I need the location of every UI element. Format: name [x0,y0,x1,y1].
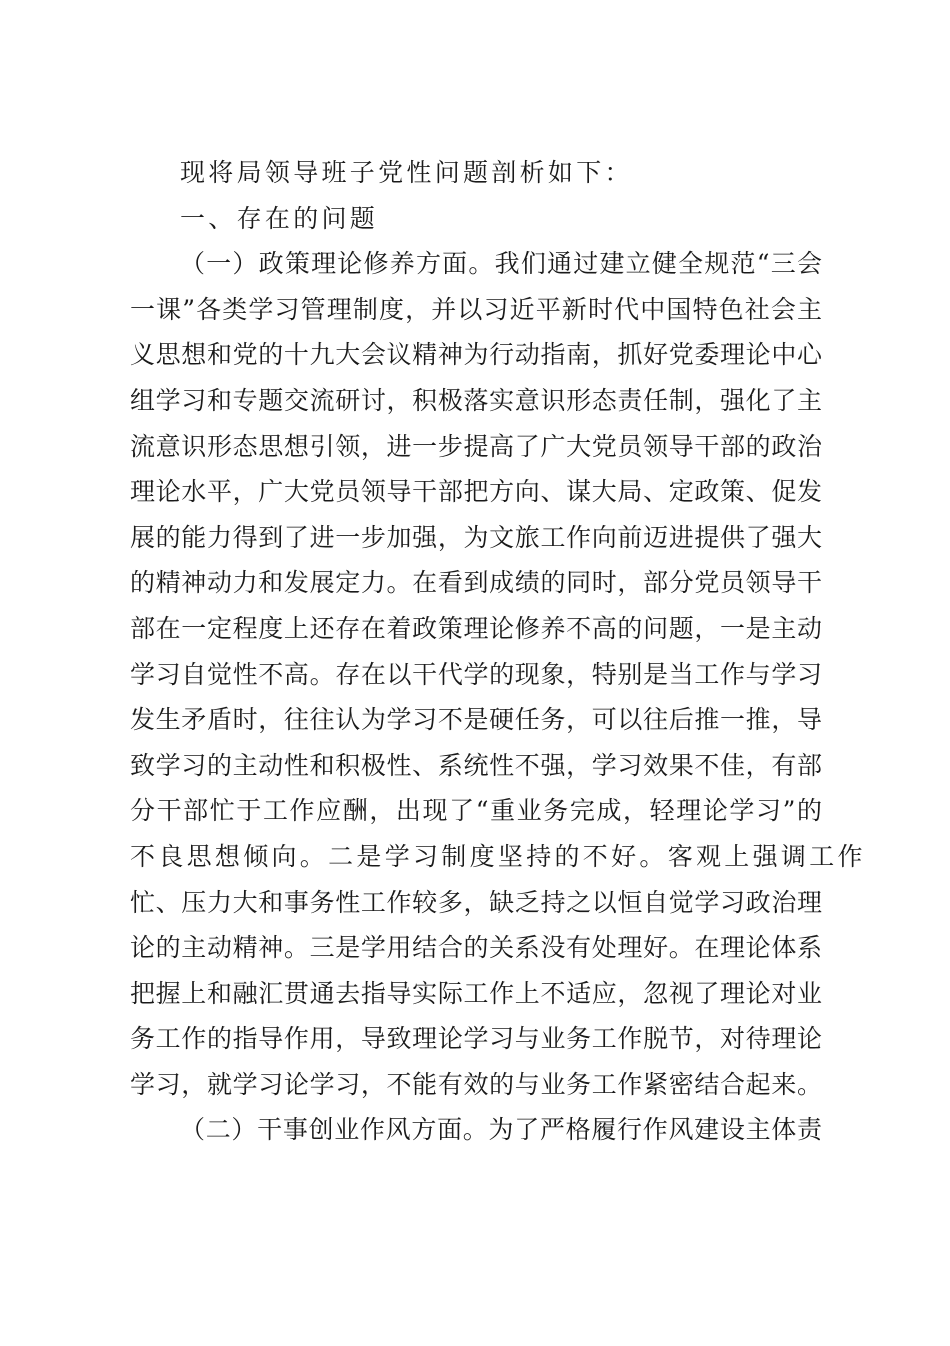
paragraph-line: 致学习的主动性和积极性、系统性不强，学习效果不佳，有部 [130,750,822,780]
section-heading-problems: 一、存在的问题 [180,203,379,233]
paragraph-line: 分干部忙于工作应酬，出现了“重业务完成，轻理论学习”的 [130,796,822,826]
intro-line: 现将局领导班子党性问题剖析如下： [180,158,633,187]
paragraph-line: 把握上和融汇贯通去指导实际工作上不适应，忽视了理论对业 [130,978,822,1008]
paragraph-line: 论的主动精神。三是学用结合的关系没有处理好。在理论体系 [130,933,822,963]
paragraph-line: 展的能力得到了进一步加强，为文旅工作向前迈进提供了强大 [130,522,822,552]
paragraph-line: 流意识形态思想引领，进一步提高了广大党员领导干部的政治 [130,431,822,461]
paragraph-line: 部在一定程度上还存在着政策理论修养不高的问题，一是主动 [130,613,822,643]
paragraph-line: 务工作的指导作用，导致理论学习与业务工作脱节，对待理论 [130,1024,822,1054]
paragraph-line: 学习自觉性不高。存在以干代学的现象，特别是当工作与学习 [130,659,822,689]
paragraph-line: （一）政策理论修养方面。我们通过建立健全规范“三会 [180,249,822,279]
paragraph-line: 义思想和党的十九大会议精神为行动指南，抓好党委理论中心 [130,340,822,370]
paragraph-line: 发生矛盾时，往往认为学习不是硬任务，可以往后推一推，导 [130,705,822,735]
paragraph-line: 理论水平，广大党员领导干部把方向、谋大局、定政策、促发 [130,477,822,507]
paragraph-line: 一课”各类学习管理制度，并以习近平新时代中国特色社会主 [130,294,822,324]
paragraph-line: 的精神动力和发展定力。在看到成绩的同时，部分党员领导干 [130,568,822,598]
paragraph-line: 组学习和专题交流研讨，积极落实意识形态责任制，强化了主 [130,385,822,415]
paragraph-line: 忙、压力大和事务性工作较多，缺乏持之以恒自觉学习政治理 [130,887,822,917]
paragraph-line: 不良思想倾向。二是学习制度坚持的不好。客观上强调工作 [130,841,866,871]
document-body [130,150,866,1153]
paragraph-line: （二）干事创业作风方面。为了严格履行作风建设主体责 [180,1115,822,1145]
paragraph-line: 学习，就学习论学习，不能有效的与业务工作紧密结合起来。 [130,1069,822,1099]
